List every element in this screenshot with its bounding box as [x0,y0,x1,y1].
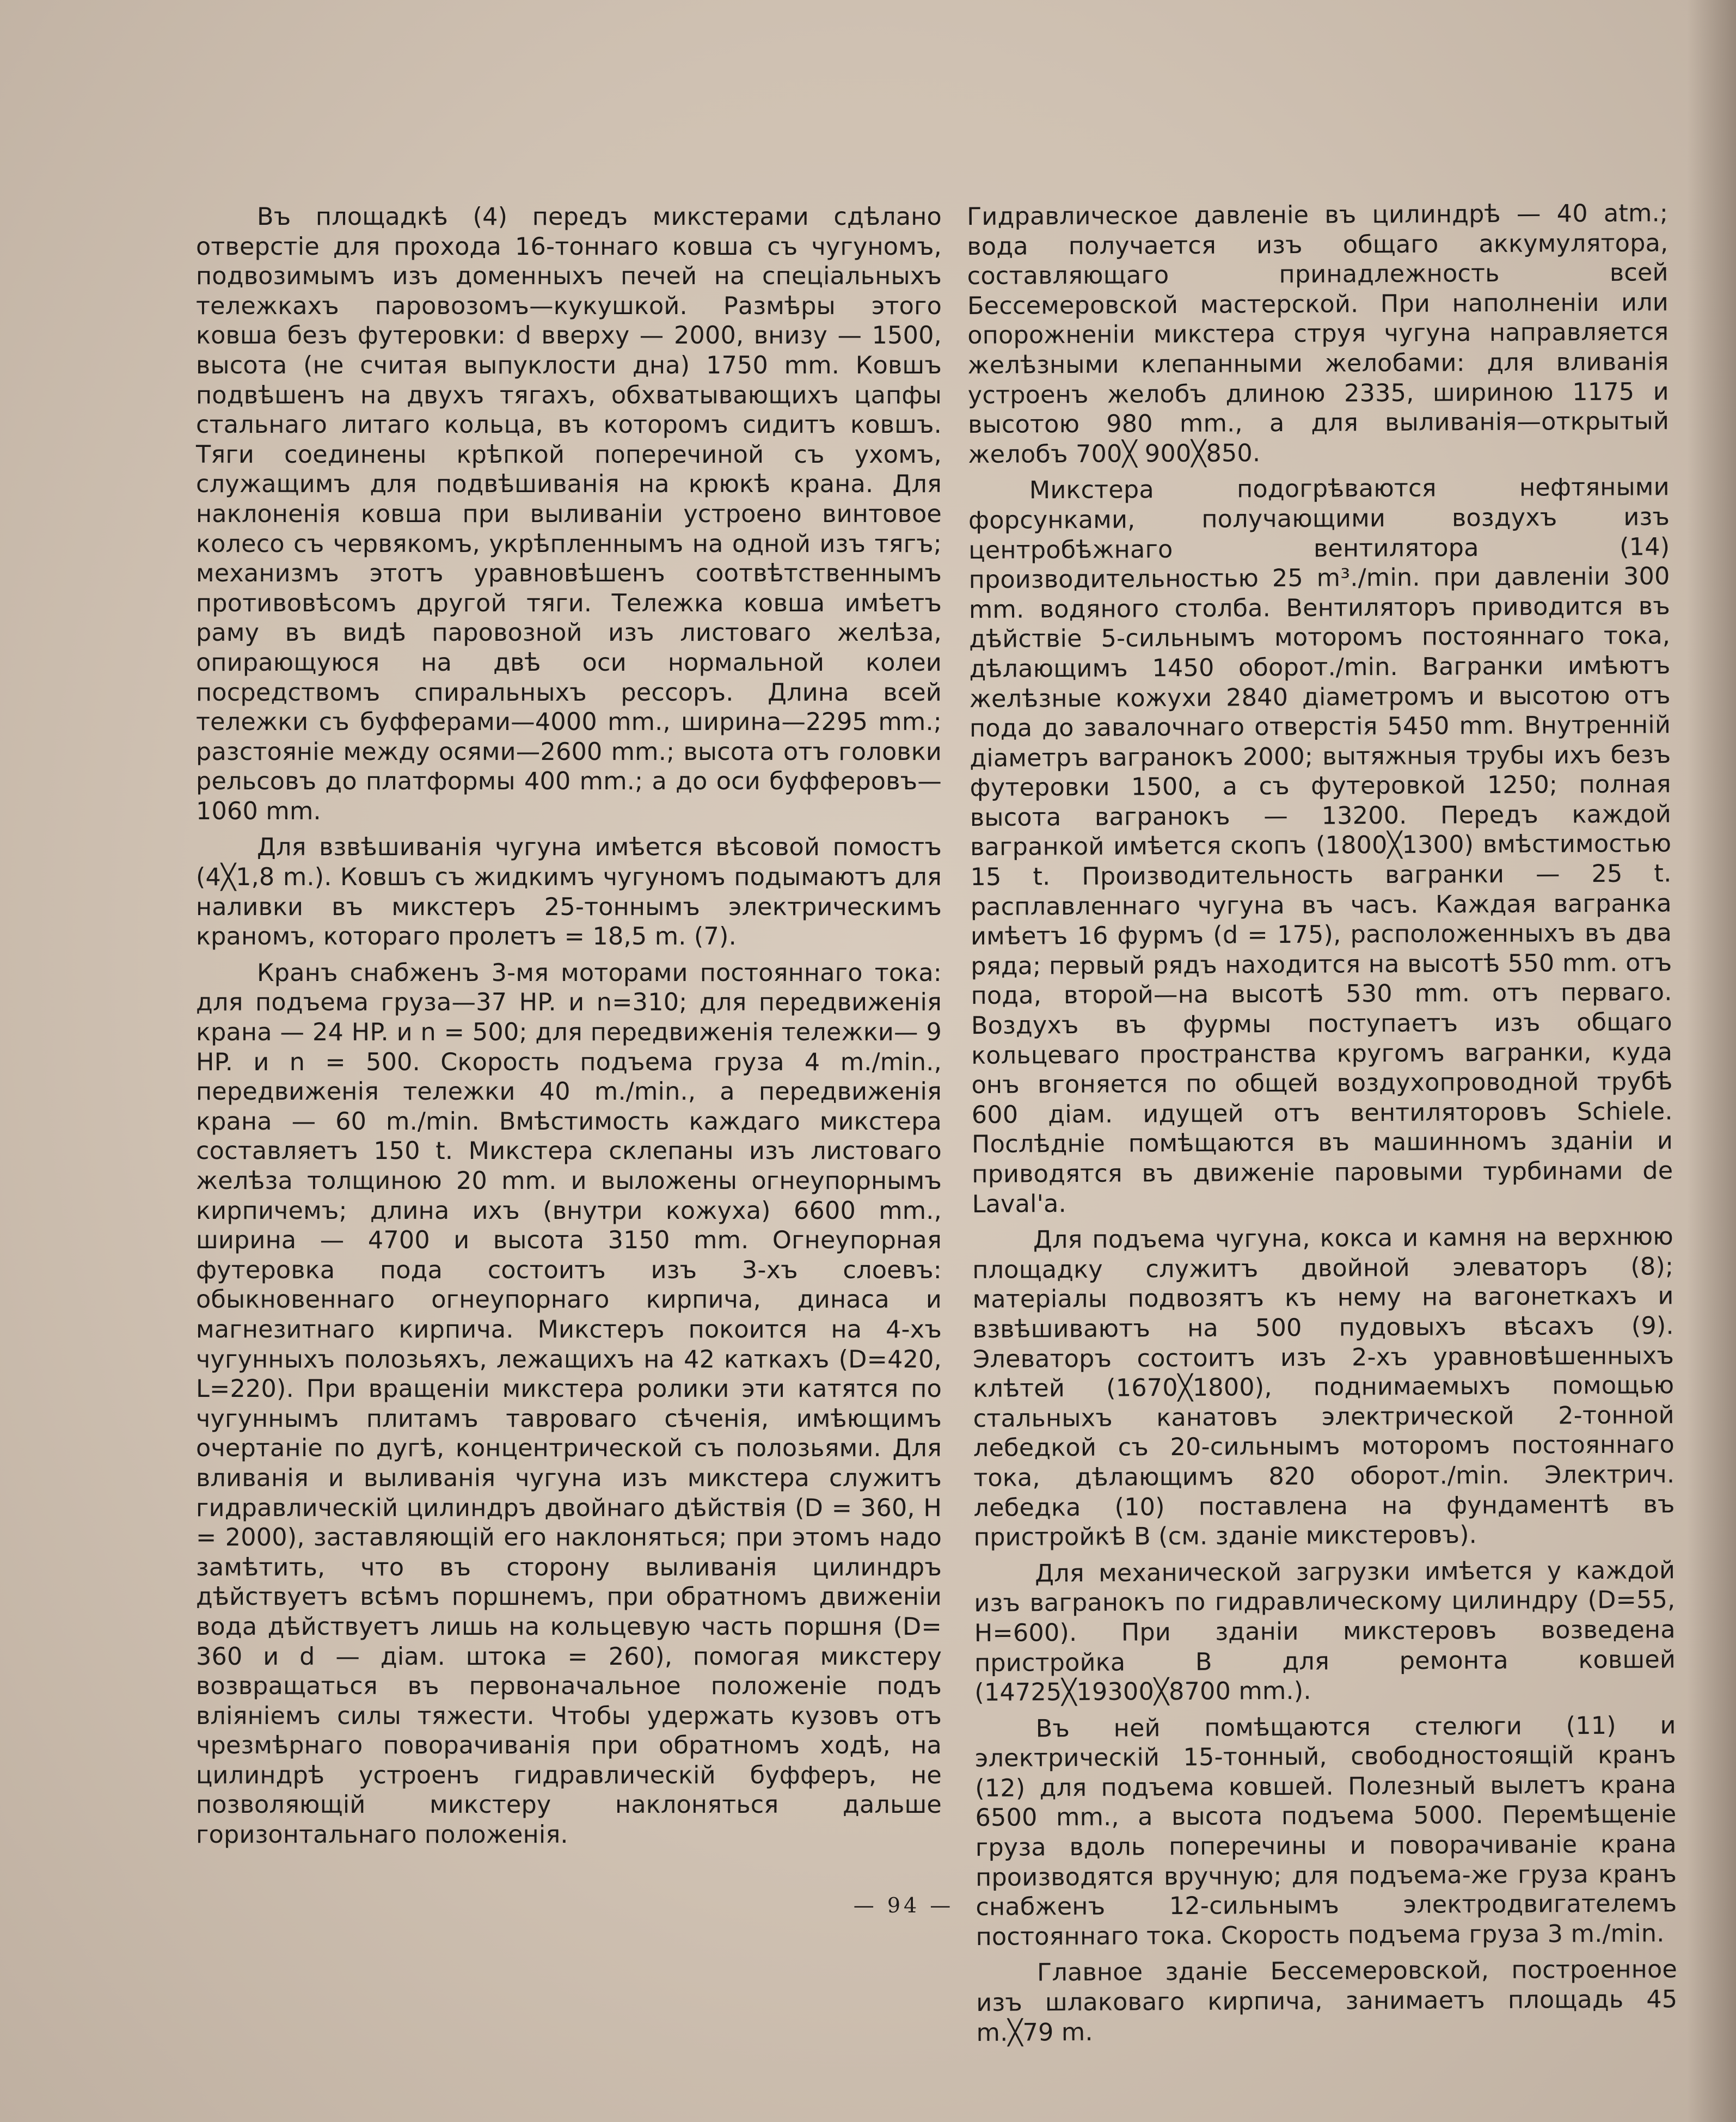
paragraph: Для подъема чугуна, кокса и камня на верхнюю площадку служитъ двойной элеваторъ (8); матеріалы подвозятъ къ нему на вагонеткахъ и взвѣшиваютъ на 500 пудовыхъ вѣсахъ (9). Элеваторъ состоитъ изъ 2-хъ уравновѣшенныхъ клѣтей (1670╳1800), поднимаемыхъ помощью стальныхъ канатовъ электрической 2-тонной лебедкой съ 20-сильнымъ моторомъ постояннаго тока, дѣлающимъ 820 оборот./min. Электрич. лебедка (10) поставлена на фундаментѣ въ пристройкѣ B (см. зданіе микстеровъ). [972,1223,1675,1552]
paragraph: Для взвѣшиванія чугуна имѣется вѣсовой помостъ (4╳1,8 m.). Ковшъ съ жидкимъ чугуномъ подымаютъ для наливки въ микстеръ 25-тоннымъ электрическимъ краномъ, котораго пролетъ = 18,5 m. (7). [196,833,942,951]
page-number: — 94 — [853,1893,954,1917]
paragraph: Для механической загрузки имѣется у каждой изъ вагранокъ по гидравлическому цилиндру (D=55, H=600). При зданіи микстеровъ возведена пристройка B для ремонта ковшей (14725╳19300╳8700 mm.). [974,1556,1676,1707]
paragraph: Кранъ снабженъ 3-мя моторами постояннаго тока: для подъема груза—37 HP. и n=310; для передвиженія крана — 24 HP. и n = 500; для передвиженія тележки— 9 HP. и n = 500. Скорость подъема груза 4 m./min., передвиженія тележки 40 m./min., а передвиженія крана — 60 m./min. Вмѣстимость каждаго микстера составляетъ 150 t. Микстера склепаны изъ листоваго желѣза толщиною 20 mm. и выложены огнеупорнымъ кирпичемъ; длина ихъ (внутри кожуха) 6600 mm., ширина — 4700 и высота 3150 mm. Огнеупорная футеровка пода состоитъ изъ 3-хъ слоевъ: обыкновеннаго огнеупорнаго кирпича, динаса и магнезитнаго кирпича. Микстеръ покоится на 4-хъ чугунныхъ полозьяхъ, лежащихъ на 42 каткахъ (D=420, L=220). При вращеніи микстера ролики эти катятся по чугуннымъ плитамъ тавроваго сѣченія, имѣющимъ очертаніе по дугѣ, концентрической съ полозьями. Для вливанія и выливанія чугуна изъ микстера служитъ гидравлическій цилиндръ двойнаго дѣйствія (D = 360, H = 2000), заставляющій его наклоняться; при этомъ надо замѣтить, что въ сторону выливанія цилиндръ дѣйствуетъ всѣмъ поршнемъ, при обратномъ движеніи вода дѣйствуетъ лишь на кольцевую часть поршня (D= 360 и d — діам. штока = 260), помогая микстеру возвращаться въ первоначальное положеніе подъ вліяніемъ силы тяжести. Чтобы удержать кузовъ отъ чрезмѣрнаго поворачиванія при обратномъ ходѣ, на цилиндрѣ устроенъ гидравлическій буфферъ, не позволяющій микстеру наклоняться дальше горизонтальнаго положенія. [196,959,942,1849]
paragraph: Микстера подогрѣваются нефтяными форсунками, получающими воздухъ изъ центробѣжнаго вентилятора (14) производительностью 25 m³./min. при давленіи 300 mm. водяного столба. Вентиляторъ приводится въ дѣйствіе 5-сильнымъ моторомъ постояннаго тока, дѣлающимъ 1450 оборот./min. Вагранки имѣютъ желѣзные кожухи 2840 діаметромъ и высотою отъ пода до завалочнаго отверстія 5450 mm. Внутренній діаметръ вагранокъ 2000; вытяжныя трубы ихъ безъ футеровки 1500, а съ футеровкой 1250; полная высота вагранокъ — 13200. Передъ каждой вагранкой имѣется скопъ (1800╳1300) вмѣстимостью 15 t. Производительность вагранки — 25 t. расплавленнаго чугуна въ часъ. Каждая вагранка имѣетъ 16 фурмъ (d = 175), расположенныхъ въ два ряда; первый рядъ находится на высотѣ 550 mm. отъ пода, второй—на высотѣ 530 mm. отъ перваго. Воздухъ въ фурмы поступаетъ изъ общаго кольцеваго пространства кругомъ вагранки, куда онъ вгоняется по общей воздухопроводной трубѣ 600 діам. идущей отъ вентиляторовъ Schiele. Послѣдніе помѣщаются въ машинномъ зданіи и приводятся въ движеніе паровыми турбинами de Laval'a. [968,473,1673,1218]
paragraph: Въ площадкѣ (4) передъ микстерами сдѣлано отверстіе для прохода 16-тоннаго ковша съ чугуномъ, подвозимымъ изъ доменныхъ печей на спеціальныхъ тележкахъ паровозомъ—кукушкой. Размѣры этого ковша безъ футеровки: d вверху — 2000, внизу — 1500, высота (не считая выпуклости дна) 1750 mm. Ковшъ подвѣшенъ на двухъ тягахъ, обхватывающихъ цапфы стальнаго литаго кольца, въ которомъ сидитъ ковшъ. Тяги соединены крѣпкой поперечиной съ ухомъ, служащимъ для подвѣшиванія на крюкѣ крана. Для наклоненія ковша при выливаніи устроено винтовое колесо съ червякомъ, укрѣпленнымъ на одной изъ тягъ; механизмъ этотъ уравновѣшенъ соотвѣтственнымъ противовѣсомъ другой тяги. Тележка ковша имѣетъ раму въ видѣ паровозной изъ листоваго желѣза, опирающуюся на двѣ оси нормальной колеи посредствомъ спиральныхъ рессоръ. Длина всей тележки съ буфферами—4000 mm., ширина—2295 mm.; разстояніе между осями—2600 mm.; высота отъ головки рельсовъ до платформы 400 mm.; а до оси буфферовъ—1060 mm. [196,203,942,825]
left-column [196,203,942,1850]
paragraph: Въ ней помѣщаются стелюги (11) и электрическій 15-тонный, свободностоящій кранъ (12) для подъема ковшей. Полезный вылетъ крана 6500 mm., а высота подъема 5000. Перемѣщеніе груза вдоль поперечины и поворачиваніе крана производятся вручную; для подъема-же груза кранъ снабженъ 12-сильнымъ электродвигателемъ постояннаго тока. Скорость подъема груза 3 m./min. [974,1711,1677,1951]
right-column [967,199,1678,2048]
paragraph: Гидравлическое давленіе въ цилиндрѣ — 40 atm.; вода получается изъ общаго аккумулятора, составляющаго принадлежность всей Бессемеровской мастерской. При наполненіи или опорожненіи микстера струя чугуна направляется желѣзными клепанными желобами: для вливанія устроенъ желобъ длиною 2335, шириною 1175 и высотою 980 mm., а для выливанія—открытый желобъ 700╳ 900╳850. [967,199,1670,469]
paragraph: Главное зданіе Бессемеровской, построенное изъ шлаковаго кирпича, занимаетъ площадь 45 m.╳79 m. [976,1955,1678,2047]
